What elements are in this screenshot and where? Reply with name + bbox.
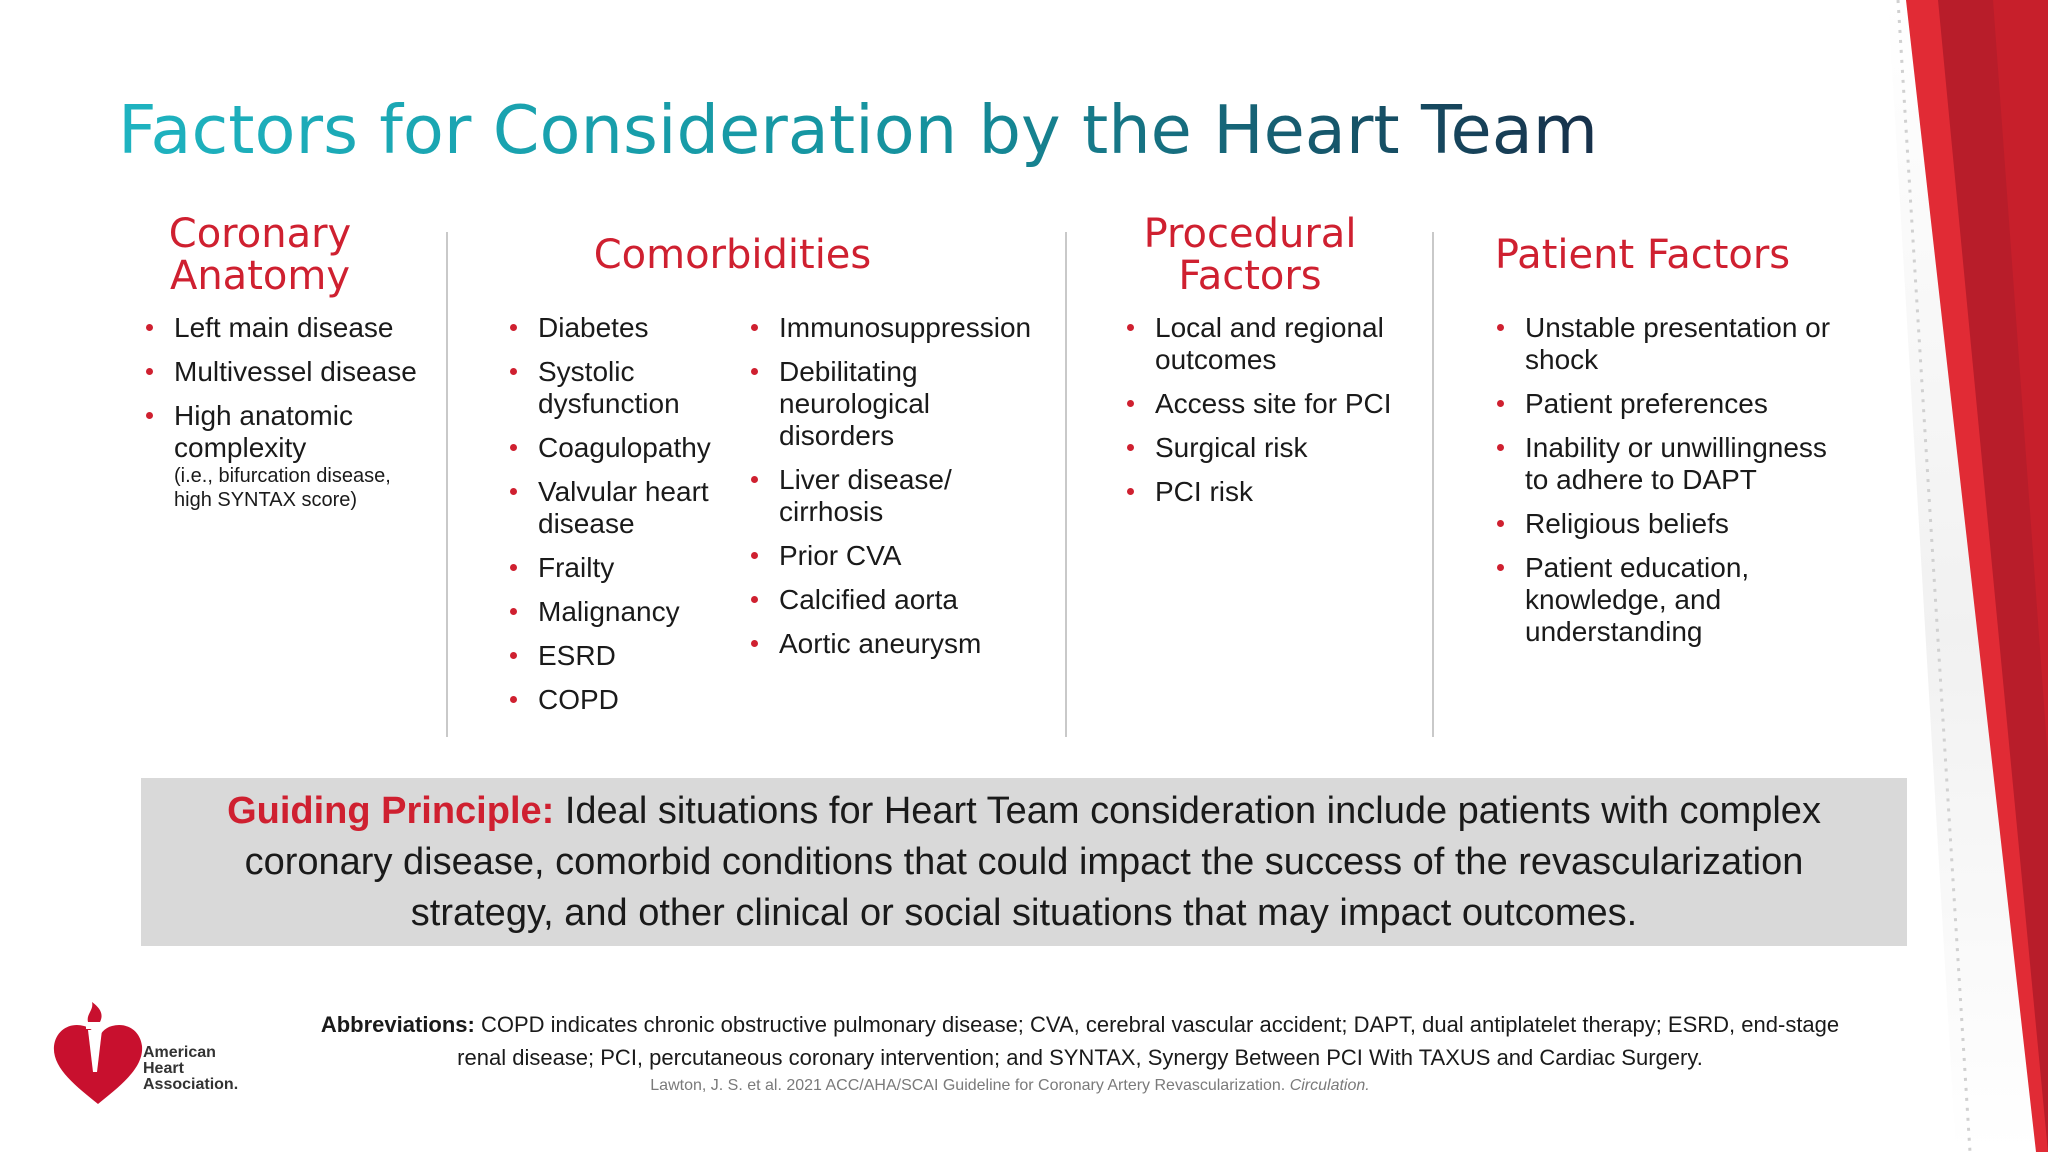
list-item: Patient preferences <box>1495 388 1835 420</box>
logo-line3: Association. <box>143 1076 239 1093</box>
list-item: ESRD <box>508 640 738 672</box>
list-item <box>144 400 434 512</box>
citation <box>560 1076 1460 1096</box>
anatomy-note-line1: (i.e., bifurcation disease, <box>174 465 391 487</box>
list-item: Calcified aorta <box>749 584 1049 616</box>
list-item: Valvular heart disease <box>508 476 738 540</box>
abbreviations-label: Abbreviations: <box>320 1012 475 1037</box>
column-divider <box>1065 232 1067 737</box>
guiding-principle-text-block <box>201 786 1847 939</box>
list-item: PCI risk <box>1125 476 1395 508</box>
list-item: Religious beliefs <box>1495 508 1835 540</box>
anatomy-note-line2: high SYNTAX score) <box>174 489 358 511</box>
guiding-principle-box <box>141 778 1907 946</box>
list-item: Surgical risk <box>1125 432 1395 464</box>
list-item: Multivessel disease <box>144 356 434 388</box>
patient-factors-heading: Patient Factors <box>1494 232 1791 278</box>
procedural-factors-heading <box>1110 205 1390 305</box>
list-item: Aortic aneurysm <box>749 628 1049 660</box>
list-item: COPD <box>508 684 738 716</box>
list-item: Access site for PCI <box>1125 388 1395 420</box>
column-divider <box>1432 232 1434 737</box>
list-item: Prior CVA <box>749 540 1049 572</box>
list-item: Malignancy <box>508 596 738 628</box>
procedural-heading-line1: Procedural <box>1143 211 1357 257</box>
abbreviations <box>300 1008 1860 1074</box>
list-item: Liver disease/ cirrhosis <box>749 464 1049 528</box>
list-item: Coagulopathy <box>508 432 738 464</box>
citation-text: Lawton, J. S. et al. 2021 ACC/AHA/SCAI Guideline for Coronary Artery Revascularization. <box>650 1077 1286 1094</box>
guiding-principle-text: Ideal situations for Heart Team consideration include patients with complex coronary disease, comorbid conditions that could impact the success of the revascularization strategy, and other clinical or social situations that may impact outcomes. <box>244 789 1821 934</box>
coronary-anatomy-heading-line1: Coronary <box>168 211 352 257</box>
list-item: Unstable presentation or shock <box>1495 312 1835 376</box>
procedural-factors-list <box>1125 312 1395 520</box>
abbreviations-text: COPD indicates chronic obstructive pulmonary disease; CVA, cerebral vascular accident; DAPT, dual antiplatelet therapy; ESRD, end-stage renal disease; PCI, percutaneous coronary intervention; and SYNTAX, Synergy Between PCI With TAXUS and Cardiac Surgery. <box>457 1012 1840 1070</box>
list-item: Frailty <box>508 552 738 584</box>
comorbidities-list-right <box>749 312 1049 672</box>
list-item-text: High anatomic complexity <box>174 400 353 463</box>
list-item: Local and regional outcomes <box>1125 312 1395 376</box>
list-item: Diabetes <box>508 312 738 344</box>
patient-factors-list <box>1495 312 1835 660</box>
logo-line1: American <box>143 1044 216 1061</box>
coronary-anatomy-heading <box>140 205 380 305</box>
logo-line2: Heart <box>143 1060 184 1077</box>
citation-journal: Circulation. <box>1289 1077 1370 1094</box>
list-item: Left main disease <box>144 312 434 344</box>
page-title: Factors for Consideration by the Heart Team <box>118 88 1598 172</box>
guiding-principle-label: Guiding Principle: <box>227 789 555 832</box>
list-item: Patient education, knowledge, and understanding <box>1495 552 1835 648</box>
logo-wordmark <box>143 1045 238 1093</box>
coronary-anatomy-heading-line2: Anatomy <box>169 253 350 299</box>
column-divider <box>446 232 448 737</box>
list-item: Systolic dysfunction <box>508 356 738 420</box>
comorbidities-list-left <box>508 312 738 728</box>
comorbidities-heading: Comorbidities <box>593 232 872 278</box>
list-item: Immunosuppression <box>749 312 1049 344</box>
procedural-heading-line2: Factors <box>1178 253 1322 299</box>
list-item: Debilitating neurological disorders <box>749 356 1049 452</box>
coronary-anatomy-list <box>144 312 434 524</box>
list-item: Inability or unwillingness to adhere to DAPT <box>1495 432 1835 496</box>
